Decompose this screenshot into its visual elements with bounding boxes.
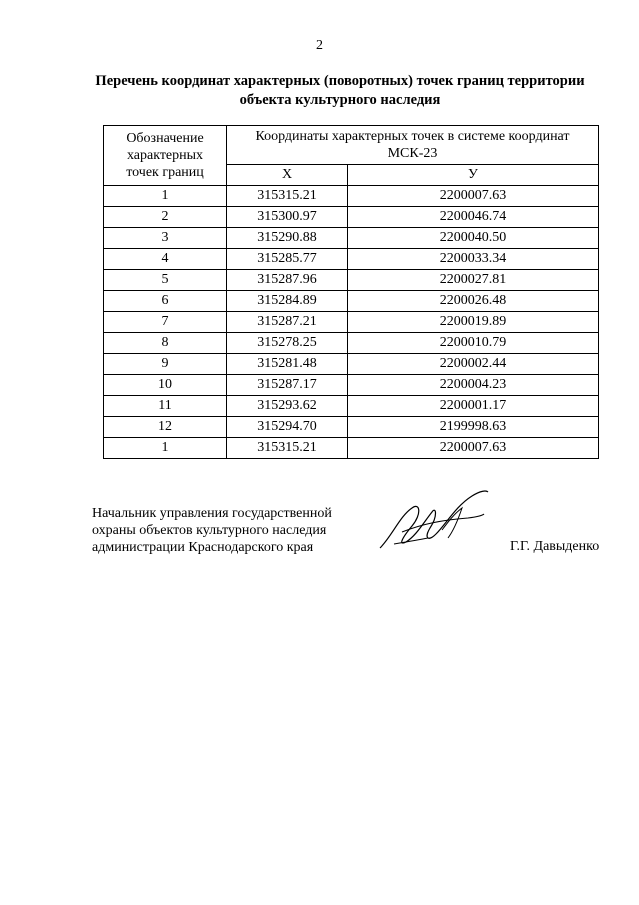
cell-point: 7 bbox=[104, 312, 227, 333]
cell-y: 2200033.34 bbox=[348, 249, 599, 270]
header-x: X bbox=[227, 165, 348, 186]
cell-point: 5 bbox=[104, 270, 227, 291]
signer-position-line: охраны объектов культурного наследия bbox=[92, 523, 327, 538]
cell-point: 1 bbox=[104, 438, 227, 459]
table-row bbox=[104, 438, 599, 459]
header-point-designation bbox=[104, 126, 227, 186]
cell-point: 1 bbox=[104, 186, 227, 207]
cell-y: 2200026.48 bbox=[348, 291, 599, 312]
cell-x: 315281.48 bbox=[227, 354, 348, 375]
cell-y: 2200040.50 bbox=[348, 228, 599, 249]
cell-x: 315290.88 bbox=[227, 228, 348, 249]
cell-y: 2199998.63 bbox=[348, 417, 599, 438]
cell-y: 2200046.74 bbox=[348, 207, 599, 228]
table-row bbox=[104, 291, 599, 312]
cell-x: 315300.97 bbox=[227, 207, 348, 228]
table-row bbox=[104, 417, 599, 438]
table-row bbox=[104, 312, 599, 333]
signer-position-line: Начальник управления государственной bbox=[92, 506, 332, 521]
cell-y: 2200027.81 bbox=[348, 270, 599, 291]
table-row bbox=[104, 228, 599, 249]
table-row bbox=[104, 375, 599, 396]
document-title bbox=[60, 72, 620, 110]
cell-y: 2200019.89 bbox=[348, 312, 599, 333]
handwritten-signature bbox=[372, 486, 492, 556]
header-point-line: точек границ bbox=[126, 165, 204, 180]
coordinates-table bbox=[103, 125, 599, 459]
cell-point: 10 bbox=[104, 375, 227, 396]
table-row bbox=[104, 333, 599, 354]
table-row bbox=[104, 249, 599, 270]
header-point-line: Обозначение bbox=[126, 131, 204, 146]
cell-x: 315278.25 bbox=[227, 333, 348, 354]
title-line-1: Перечень координат характерных (поворотных) точек границ территории bbox=[95, 73, 585, 89]
table-row bbox=[104, 207, 599, 228]
cell-x: 315315.21 bbox=[227, 438, 348, 459]
header-coords-line: Координаты характерных точек в системе координат bbox=[255, 129, 570, 144]
header-y: У bbox=[348, 165, 599, 186]
cell-y: 2200007.63 bbox=[348, 186, 599, 207]
cell-x: 315287.17 bbox=[227, 375, 348, 396]
table-body bbox=[104, 186, 599, 459]
cell-point: 6 bbox=[104, 291, 227, 312]
cell-point: 9 bbox=[104, 354, 227, 375]
cell-point: 2 bbox=[104, 207, 227, 228]
table-row bbox=[104, 270, 599, 291]
cell-x: 315287.21 bbox=[227, 312, 348, 333]
cell-x: 315284.89 bbox=[227, 291, 348, 312]
cell-x: 315315.21 bbox=[227, 186, 348, 207]
cell-x: 315285.77 bbox=[227, 249, 348, 270]
cell-x: 315293.62 bbox=[227, 396, 348, 417]
title-line-2: объекта культурного наследия bbox=[239, 92, 441, 108]
header-point-line: характерных bbox=[126, 148, 204, 163]
table-row bbox=[104, 354, 599, 375]
signer-position bbox=[92, 505, 332, 556]
cell-point: 4 bbox=[104, 249, 227, 270]
header-coords-line: МСК-23 bbox=[387, 146, 438, 161]
cell-point: 3 bbox=[104, 228, 227, 249]
signer-name: Г.Г. Давыденко bbox=[510, 539, 600, 554]
cell-y: 2200002.44 bbox=[348, 354, 599, 375]
header-coordinates-group bbox=[227, 126, 599, 165]
cell-x: 315287.96 bbox=[227, 270, 348, 291]
cell-y: 2200007.63 bbox=[348, 438, 599, 459]
cell-point: 12 bbox=[104, 417, 227, 438]
page-number: 2 bbox=[316, 38, 323, 53]
cell-y: 2200001.17 bbox=[348, 396, 599, 417]
cell-y: 2200010.79 bbox=[348, 333, 599, 354]
cell-x: 315294.70 bbox=[227, 417, 348, 438]
cell-y: 2200004.23 bbox=[348, 375, 599, 396]
table-row bbox=[104, 186, 599, 207]
cell-point: 8 bbox=[104, 333, 227, 354]
cell-point: 11 bbox=[104, 396, 227, 417]
table-row bbox=[104, 396, 599, 417]
signer-position-line: администрации Краснодарского края bbox=[92, 540, 314, 555]
